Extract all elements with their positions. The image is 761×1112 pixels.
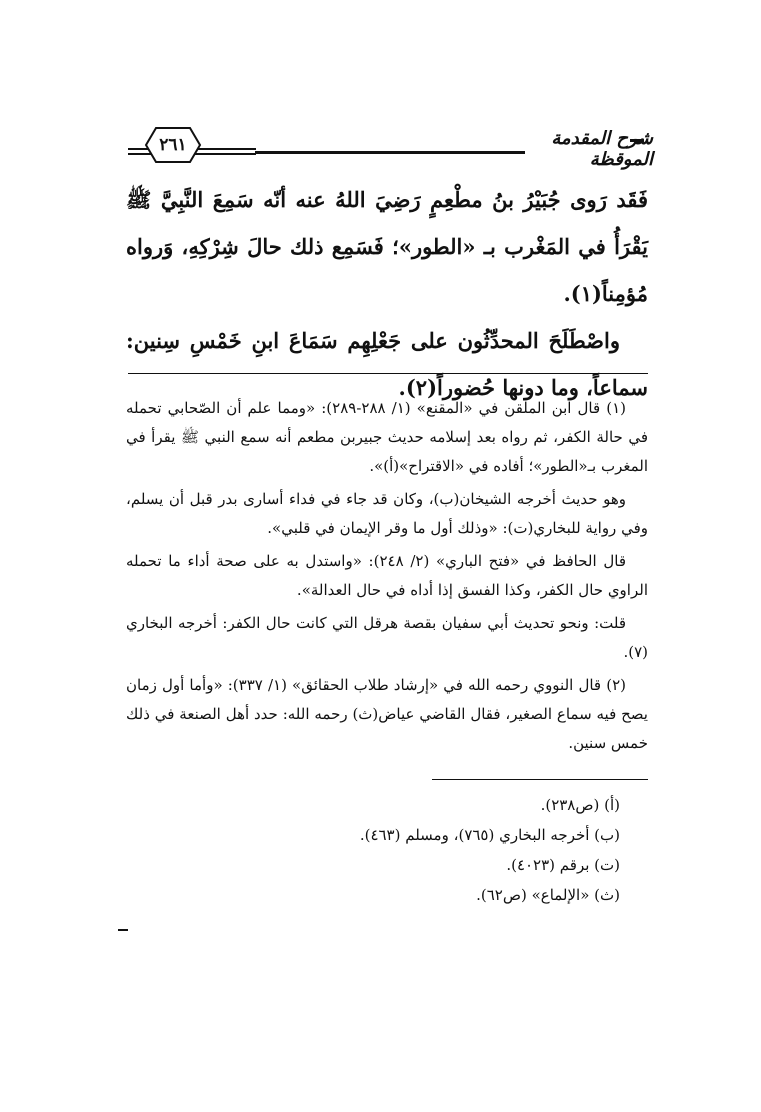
main-paragraph-2: واصْطَلَحَ المحدِّثُون على جَعْلِهِم سَمَاعَ ابنِ خَمْسِ سِنين: سماعاً، وما دونها حُضوراً(٢). [126,328,648,400]
header-dash [630,139,644,142]
reference-b: (ب) أخرجه البخاري (٧٦٥)، ومسلم (٤٦٣). [359,826,620,844]
main-paragraph-1: فَقَد رَوى جُبَيْرُ بنُ مطْعِمٍ رَضِيَ اللهُ عنه أنّه سَمِعَ النَّبِيَّ ﷺ يَقْرَأُ في المَغْرب بـ «الطور»؛ فَسَمِع ذلك حالَ شِرْكِهِ، وَرواه مُؤمِناً(١). [126,187,648,306]
footnotes [126,394,648,758]
page-number-badge [138,124,208,166]
reference-t: (ت) برقم (٤٠٢٣). [506,856,620,874]
reference-a: (أ) (ص٢٣٨). [540,796,620,814]
footnote-1-fath-albari: قال الحافظ في «فتح الباري» (٢/ ٢٤٨): «واستدل به على صحة أداء ما تحمله الراوي حال الكفر، وكذا الفسق إذا أداه في حال العدالة». [126,552,648,599]
reference-th: (ث) «الإلماع» (ص٦٢). [476,886,620,904]
page-number: ٢٦١ [159,135,187,155]
main-text [126,176,648,411]
running-title: شرح المقدمة الموقظة [551,128,653,170]
footnote-1-note: قلت: ونحو تحديث أبي سفيان بقصة هرقل التي كانت حال الكفر: أخرجه البخاري (٧). [126,614,648,661]
end-dash [118,929,128,931]
footnote-1-continued: وهو حديث أخرجه الشيخان(ب)، وكان قد جاء في فداء أسارى بدر قبل أن يسلم، وفي رواية للبخاري(ت): «وذلك أول ما وقر الإيمان في قلبي». [126,490,648,537]
header-rule-title [255,151,525,154]
footnote-2: (٢) قال النووي رحمه الله في «إرشاد طلاب الحقائق» (١/ ٣٣٧): «وأما أول زمان يصح فيه سماع الصغير، فقال القاضي عياض(ث) رحمه الله: حدد أهل الصنعة في ذلك خمس سنين. [126,676,648,752]
footnote-separator [128,373,648,374]
footnote-1: (١) قال ابن الملقن في «المقنع» (١/ ٢٨٨-٢٨٩): «ومما علم أن الصّحابي تحمله في حالة الكفر، ثم رواه بعد إسلامه حديث جبيربن مطعم أنه سمع النبي ﷺ يقرأ في المغرب بـ«الطور»؛ أفاده في «الاقتراح»(أ)». [126,399,648,475]
reference-notes [200,790,620,910]
reference-separator [432,779,648,780]
